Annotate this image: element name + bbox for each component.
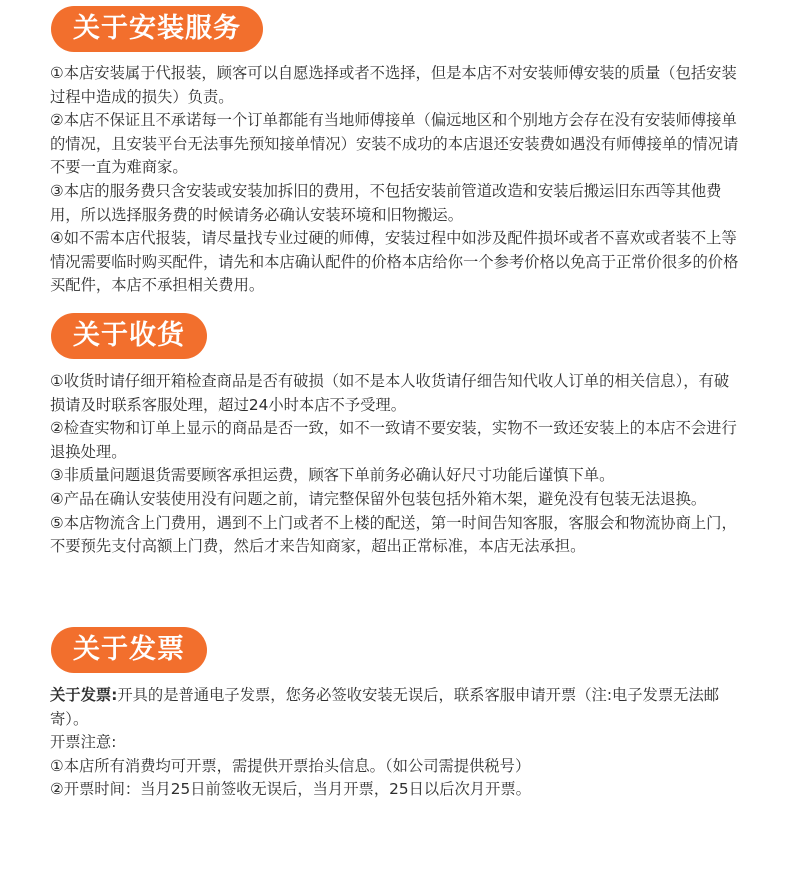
- receive-item-1: ①收货时请仔细开箱检查商品是否有破损（如不是本人收货请仔细告知代收人订单的相关信息），有破损请及时联系客服处理，超过24小时本店不予受理。: [50, 372, 730, 414]
- invoice-body: [50, 684, 742, 802]
- invoice-lead-text: 开具的是普通电子发票，您务必签收安装无误后，联系客服申请开票（注:电子发票无法邮寄）。: [50, 686, 720, 728]
- invoice-item-1: ①本店所有消费均可开票，需提供开票抬头信息。（如公司需提供税号）: [50, 756, 531, 775]
- invoice-item-2: ②开票时间：当月25日前签收无误后，当月开票，25日以后次月开票。: [50, 780, 531, 799]
- invoice-lead: [50, 684, 742, 731]
- install-item-3: ③本店的服务费只含安装或安装加拆旧的费用，不包括安装前管道改造和安装后搬运旧东西等其他费用，所以选择服务费的时候请务必确认安装环境和旧物搬运。: [50, 181, 722, 224]
- receive-title: 关于收货: [51, 313, 207, 359]
- receive-item-3: ③非质量问题退货需要顾客承担运费，顾客下单前务必确认好尺寸功能后谨慎下单。: [50, 466, 615, 485]
- install-body: [50, 62, 742, 298]
- receive-item-5: ⑤本店物流含上门费用，遇到不上门或者不上楼的配送，第一时间告知客服，客服会和物流协商上门，不要预先支付高额上门费，然后才来告知商家，超出正常标准，本店无法承担。: [50, 513, 737, 556]
- install-item-4: ④如不需本店代报装，请尽量找专业过硬的师傅，安装过程中如涉及配件损坏或者不喜欢或者装不上等情况需要临时购买配件，请先和本店确认配件的价格本店给你一个参考价格以免高于正常价很多的价格买配件，本店不承担相关费用。: [50, 229, 739, 295]
- invoice-lead-label: 关于发票:: [50, 686, 118, 704]
- receive-body: [50, 370, 742, 559]
- receive-item-4: ④产品在确认安装使用没有问题之前，请完整保留外包装包括外箱木架，避免没有包装无法退换。: [50, 489, 707, 508]
- install-title: 关于安装服务: [51, 6, 263, 52]
- install-item-2: ②本店不保证且不承诺每一个订单都能有当地师傅接单（偏远地区和个别地方会存在没有安装师傅接单的情况，且安装平台无法事先预知接单情况）安装不成功的本店退还安装费如遇没有师傅接单的情况请不要一直为难商家。: [50, 111, 739, 177]
- invoice-title: 关于发票: [51, 627, 207, 673]
- invoice-notice-label: 开票注意:: [50, 733, 117, 752]
- install-item-1: ①本店安装属于代报装，顾客可以自愿选择或者不选择，但是本店不对安装师傅安装的质量（包括安装过程中造成的损失）负责。: [50, 64, 737, 106]
- receive-item-2: ②检查实物和订单上显示的商品是否一致，如不一致请不要安装，实物不一致还安装上的本店不会进行退换处理。: [50, 419, 737, 461]
